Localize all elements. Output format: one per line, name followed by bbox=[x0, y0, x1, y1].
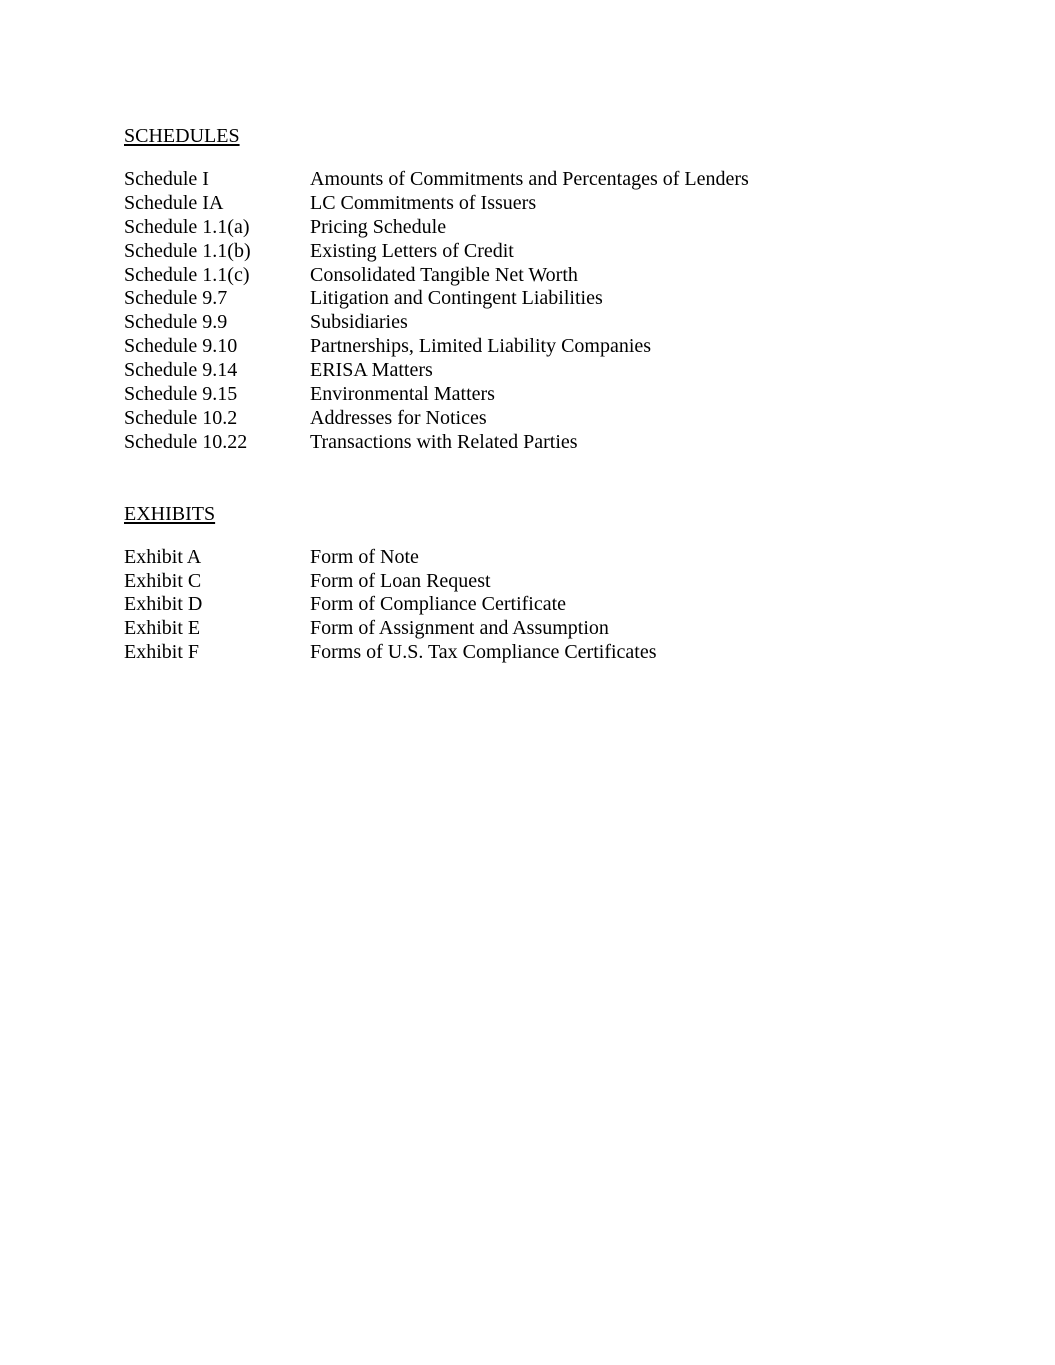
schedule-ref: Schedule 9.10 bbox=[124, 335, 238, 358]
schedule-title: Transactions with Related Parties bbox=[310, 430, 578, 453]
schedule-row bbox=[124, 335, 984, 359]
schedule-row bbox=[124, 264, 984, 288]
document-page bbox=[124, 124, 984, 665]
schedule-row bbox=[124, 431, 984, 455]
exhibit-row bbox=[124, 617, 984, 641]
schedule-ref: Schedule 9.14 bbox=[124, 359, 238, 382]
schedule-title: LC Commitments of Issuers bbox=[310, 191, 537, 214]
exhibits-heading: EXHIBITS bbox=[124, 502, 216, 525]
schedule-ref: Schedule 10.2 bbox=[124, 406, 238, 429]
exhibit-title: Form of Loan Request bbox=[310, 569, 491, 592]
schedule-row bbox=[124, 383, 984, 407]
schedule-ref: Schedule I bbox=[124, 168, 209, 190]
exhibit-ref: Exhibit C bbox=[124, 569, 202, 592]
exhibits-list bbox=[124, 546, 984, 665]
exhibit-row bbox=[124, 570, 984, 594]
schedule-ref: Schedule 1.1(c) bbox=[124, 263, 250, 286]
schedule-title: Litigation and Contingent Liabilities bbox=[310, 287, 603, 310]
schedule-row bbox=[124, 192, 984, 216]
schedule-row bbox=[124, 216, 984, 240]
schedule-row bbox=[124, 407, 984, 431]
schedule-title: Existing Letters of Credit bbox=[310, 239, 514, 262]
exhibit-ref: Exhibit D bbox=[124, 593, 203, 616]
schedule-title: Consolidated Tangible Net Worth bbox=[310, 263, 578, 286]
schedule-title: Pricing Schedule bbox=[310, 215, 447, 238]
schedule-title: ERISA Matters bbox=[310, 359, 433, 382]
schedule-title: Amounts of Commitments and Percentages of Lenders bbox=[310, 168, 749, 190]
schedules-heading: SCHEDULES bbox=[124, 125, 240, 147]
schedule-ref: Schedule 9.9 bbox=[124, 311, 228, 334]
schedule-title: Addresses for Notices bbox=[310, 406, 487, 429]
schedule-row bbox=[124, 240, 984, 264]
schedule-row bbox=[124, 359, 984, 383]
schedule-row bbox=[124, 311, 984, 335]
exhibit-row bbox=[124, 593, 984, 617]
schedule-title: Partnerships, Limited Liability Companies bbox=[310, 335, 652, 358]
exhibit-title: Form of Compliance Certificate bbox=[310, 593, 567, 616]
exhibit-row bbox=[124, 546, 984, 570]
schedule-ref: Schedule 9.15 bbox=[124, 383, 238, 406]
exhibit-row bbox=[124, 641, 984, 665]
exhibit-ref: Exhibit A bbox=[124, 545, 202, 568]
schedule-ref: Schedule 9.7 bbox=[124, 287, 228, 310]
schedule-row bbox=[124, 287, 984, 311]
exhibit-title: Form of Note bbox=[310, 545, 419, 568]
schedule-title: Environmental Matters bbox=[310, 383, 495, 406]
schedule-row bbox=[124, 168, 984, 192]
schedule-ref: Schedule IA bbox=[124, 191, 224, 214]
exhibit-title: Form of Assignment and Assumption bbox=[310, 617, 609, 640]
schedule-ref: Schedule 10.22 bbox=[124, 430, 248, 453]
schedule-ref: Schedule 1.1(a) bbox=[124, 215, 250, 238]
schedule-ref: Schedule 1.1(b) bbox=[124, 239, 251, 262]
schedules-list bbox=[124, 168, 984, 455]
schedule-title: Subsidiaries bbox=[310, 311, 408, 334]
exhibit-ref: Exhibit E bbox=[124, 617, 201, 640]
exhibit-ref: Exhibit F bbox=[124, 641, 200, 664]
exhibit-title: Forms of U.S. Tax Compliance Certificates bbox=[310, 641, 657, 664]
